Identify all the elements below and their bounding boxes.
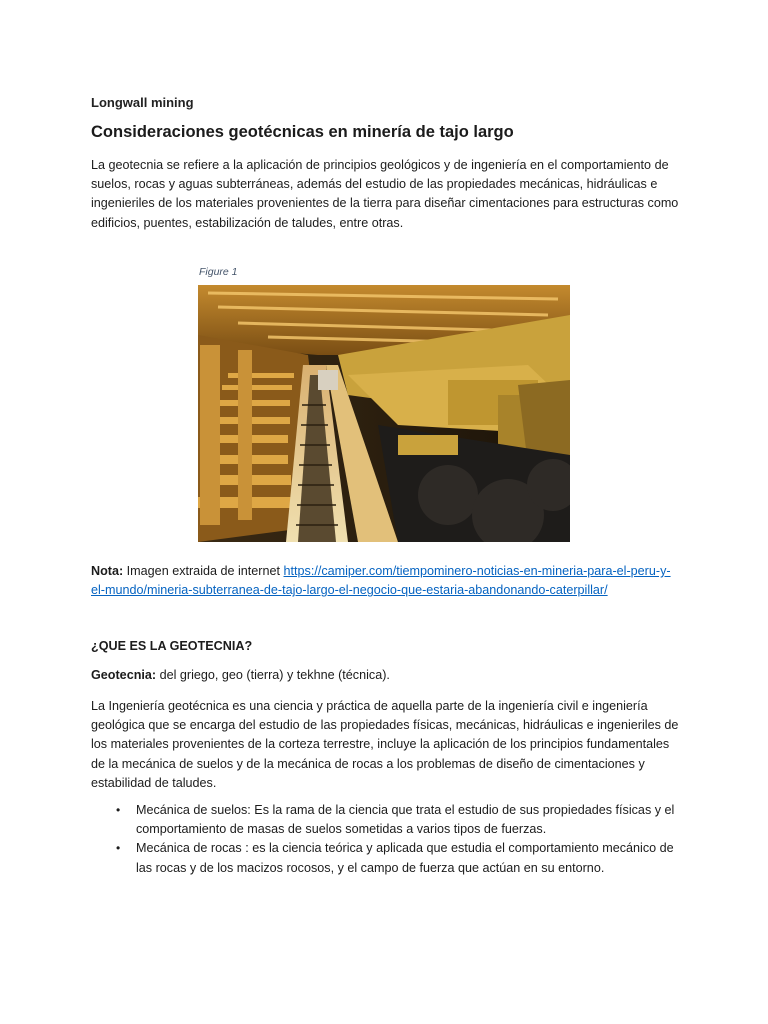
list-item-text: Mecánica de rocas : es la ciencia teórica y aplicada que estudia el comportamiento mecánico de las rocas y de los macizos rocosos, y el campo de fuerza que actúan en su entorno.	[136, 841, 674, 875]
bullet-icon: •	[116, 803, 121, 817]
section-heading: ¿QUE ES LA GEOTECNIA?	[91, 639, 253, 653]
doc-label: Longwall mining	[91, 95, 194, 110]
doc-title: Consideraciones geotécnicas en minería de tajo largo	[91, 123, 514, 141]
intro-paragraph: La geotecnia se refiere a la aplicación de principios geológicos y de ingeniería en el comportamiento de suelos, rocas y aguas subterráneas, además del estudio de las propiedades mecánicas, hidráulicas e ingenieriles de los materiales provenientes de la tierra para diseñar cimentaciones para estructuras como edificios, puentes, estabilización de taludes, entre otras.	[91, 158, 679, 230]
source-link[interactable]: https://camiper.com/tiempominero-noticias-en-mineria-para-el-peru-y-el-mundo/mineria-subterranea-de-tajo-largo-el-negocio-que-estaria-abandonando-caterpillar/	[91, 564, 671, 598]
figure-caption: Figure 1	[199, 266, 238, 278]
geotecnia-label: Geotecnia:	[91, 668, 157, 682]
definition-paragraph: La Ingeniería geotécnica es una ciencia y práctica de aquella parte de la ingeniería civil e ingeniería geológica que se encarga del estudio de las propiedades físicas, mecánicas, hidráulicas e ingenieriles de los materiales provenientes de la corteza terrestre, incluye la aplicación de los principios fundamentales de la mecánica de suelos y de la mecánica de rocas a los problemas de diseño de cimentaciones y estabilidad de taludes.	[91, 699, 679, 790]
geotecnia-etymology: del griego, geo (tierra) y tekhne (técnica).	[156, 668, 390, 682]
longwall-mining-photo	[198, 285, 570, 542]
bullet-list	[91, 801, 681, 878]
bullet-icon: •	[116, 841, 121, 856]
note-label: Nota:	[91, 564, 124, 578]
list-item	[91, 839, 681, 877]
list-item-text: Mecánica de suelos: Es la rama de la ciencia que trata el estudio de sus propiedades físicas y el comportamiento de masas de suelos sometidas a varios tipos de fuerzas.	[136, 803, 675, 837]
note-text: Imagen extraida de internet	[123, 564, 284, 578]
image-note	[91, 562, 681, 601]
geotecnia-definition	[91, 668, 390, 682]
list-item	[91, 801, 681, 839]
